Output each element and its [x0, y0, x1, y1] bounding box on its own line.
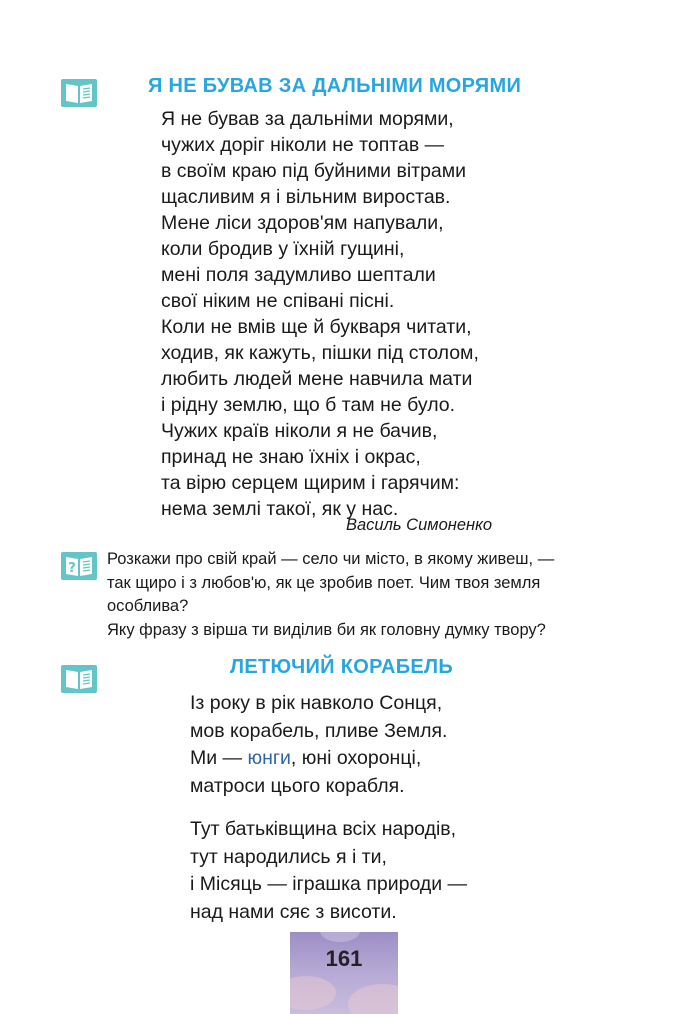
task-line: Яку фразу з вірша ти виділив би як головну думку твору? [107, 620, 546, 639]
task-text [107, 548, 667, 642]
poem1-author: Василь Симоненко [346, 516, 493, 534]
task-line: особлива? [107, 597, 189, 615]
poem-line: мені поля задумливо шептали [161, 264, 436, 286]
question-icon [60, 551, 98, 581]
poem-line: над нами сяє з висоти. [190, 900, 397, 923]
poem-line: Мене ліси здоров'ям напували, [161, 212, 444, 234]
poem-line: і Місяць — іграшка природи — [190, 873, 468, 895]
svg-text:?: ? [68, 561, 76, 576]
poem-line-end: , юні охоронці, [290, 747, 422, 769]
poem-line: Чужих країв ніколи я не бачив, [161, 420, 438, 442]
poem-line: та вірю серцем щирим і гарячим: [161, 472, 460, 494]
poem-line-start: Ми — [190, 747, 248, 769]
page-number: 161 [325, 946, 363, 971]
page-number-badge [290, 932, 398, 1014]
badge-decoration [348, 984, 398, 1014]
poem-line: і рідну землю, що б там не було. [161, 394, 456, 416]
poem-line: Із року в рік навколо Сонця, [190, 692, 443, 714]
highlighted-word: юнги [247, 747, 291, 769]
book-icon [60, 78, 98, 108]
poem-line: свої ніким не співані пісні. [161, 290, 395, 312]
poem-line: в своїм краю під буйними вітрами [161, 160, 467, 182]
task-line: Розкажи про свій край — село чи місто, в якому живеш, — [107, 550, 555, 568]
poem-line: Тут батьківщина всіх народів, [190, 818, 457, 840]
poem-line: мов корабель, пливе Земля. [190, 719, 448, 742]
book-icon [60, 664, 98, 694]
poem-line: Коли не вмів ще й букваря читати, [161, 316, 472, 338]
badge-decoration [320, 932, 360, 942]
poem2-stanza1 [190, 690, 447, 800]
poem-line: принад не знаю їхніх і окрас, [161, 446, 421, 468]
task-line: так щиро і з любов'ю, як це зробив поет. Чим твоя земля [107, 573, 541, 592]
poem-line [190, 745, 447, 773]
poem2-stanza2 [190, 816, 467, 926]
poem-line: ходив, як кажуть, пішки під столом, [161, 342, 479, 364]
poem-line: коли бродив у їхній гущині, [161, 238, 405, 260]
poem-line: нема землі такої, як у нас. [161, 498, 399, 520]
poem-line: щасливим я і вільним виростав. [161, 186, 451, 208]
poem2-title: ЛЕТЮЧИЙ КОРАБЕЛЬ [230, 656, 454, 678]
poem-line: чужих доріг ніколи не топтав — [161, 134, 445, 156]
poem1-text [161, 106, 479, 522]
poem-line: Я не бував за дальніми морями, [161, 108, 454, 130]
poem-line: матроси цього корабля. [190, 774, 405, 797]
poem-line: тут народились я і ти, [190, 845, 387, 868]
poem1-title: Я НЕ БУВАВ ЗА ДАЛЬНІМИ МОРЯМИ [148, 75, 522, 97]
badge-decoration [290, 976, 336, 1010]
poem-line: любить людей мене навчила мати [161, 368, 473, 390]
